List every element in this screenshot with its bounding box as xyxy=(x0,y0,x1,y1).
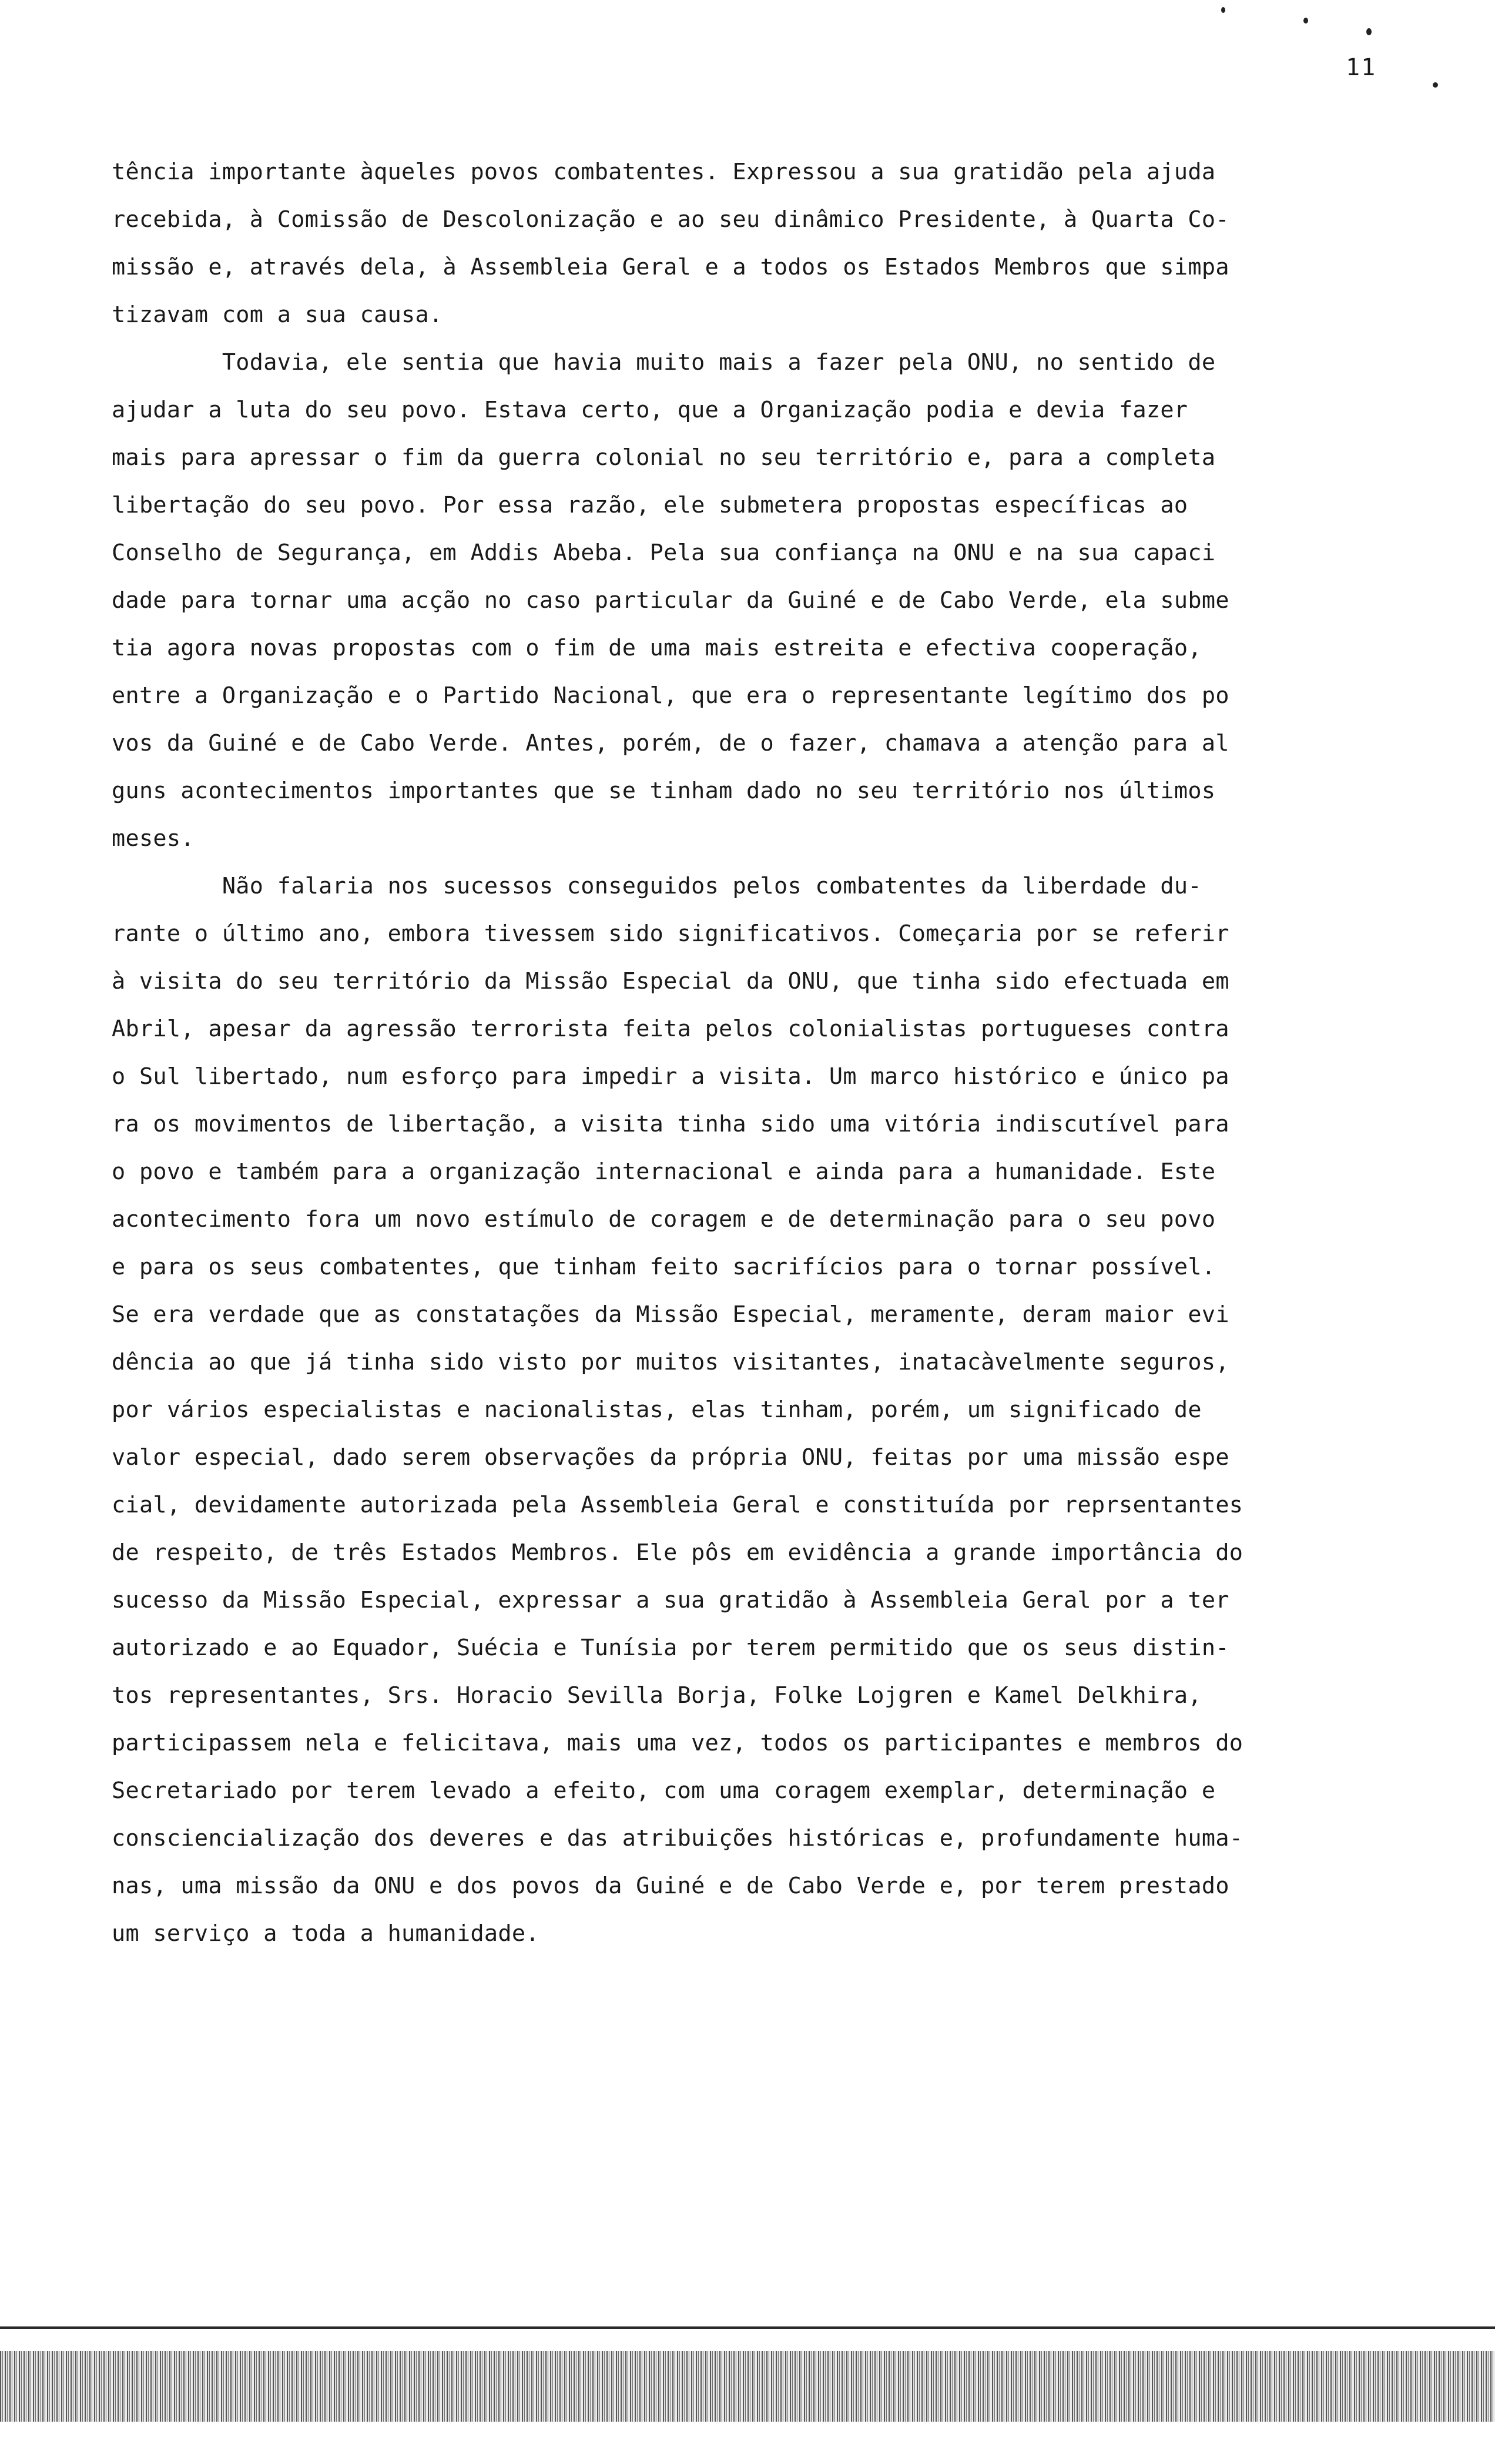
text-line: nas, uma missão da ONU e dos povos da Guiné e de Cabo Verde e, por terem prestado xyxy=(112,1873,1229,1899)
text-line: Todavia, ele sentia que havia muito mais a fazer pela ONU, no sentido de xyxy=(112,349,1216,376)
text-line: Não falaria nos sucessos conseguidos pelos combatentes da liberdade du- xyxy=(112,873,1202,899)
text-line: Conselho de Segurança, em Addis Abeba. Pela sua confiança na ONU e na sua capaci xyxy=(112,540,1216,566)
text-line: libertação do seu povo. Por essa razão, ele submetera propostas específicas ao xyxy=(112,492,1188,518)
text-line: tia agora novas propostas com o fim de uma mais estreita e efectiva cooperação, xyxy=(112,635,1202,661)
text-line: ra os movimentos de libertação, a visita tinha sido uma vitória indiscutível para xyxy=(112,1111,1229,1137)
text-line: valor especial, dado serem observações da própria ONU, feitas por uma missão espe xyxy=(112,1444,1229,1471)
text-line: dade para tornar uma acção no caso particular da Guiné e de Cabo Verde, ela subme xyxy=(112,587,1229,614)
text-line: cial, devidamente autorizada pela Assembleia Geral e constituída por reprsentantes xyxy=(112,1492,1243,1518)
text-line: participassem nela e felicitava, mais uma vez, todos os participantes e membros do xyxy=(112,1730,1243,1756)
text-line: mais para apressar o fim da guerra colonial no seu território e, para a completa xyxy=(112,444,1216,471)
body-text xyxy=(112,148,1405,1957)
text-line: autorizado e ao Equador, Suécia e Tunísia por terem permitido que os seus distin- xyxy=(112,1635,1229,1661)
scan-speck xyxy=(1366,28,1372,35)
text-line: tos representantes, Srs. Horacio Sevilla Borja, Folke Lojgren e Kamel Delkhira, xyxy=(112,1682,1202,1709)
text-line: e para os seus combatentes, que tinham feito sacrifícios para o tornar possível. xyxy=(112,1254,1216,1280)
scan-artifact-line xyxy=(0,2326,1495,2329)
scan-artifact-bar xyxy=(0,2351,1495,2422)
text-line: Abril, apesar da agressão terrorista feita pelos colonialistas portugueses contra xyxy=(112,1016,1229,1042)
text-line: por vários especialistas e nacionalistas, elas tinham, porém, um significado de xyxy=(112,1397,1202,1423)
text-line: tizavam com a sua causa. xyxy=(112,302,443,328)
text-line: de respeito, de três Estados Membros. Ele pôs em evidência a grande importância do xyxy=(112,1539,1243,1566)
text-line: à visita do seu território da Missão Especial da ONU, que tinha sido efectuada em xyxy=(112,968,1229,995)
text-line: o Sul libertado, num esforço para impedir a visita. Um marco histórico e único pa xyxy=(112,1063,1229,1090)
text-line: vos da Guiné e de Cabo Verde. Antes, porém, de o fazer, chamava a atenção para al xyxy=(112,730,1229,756)
page-number: 11 xyxy=(1346,54,1377,81)
text-line: rante o último ano, embora tivessem sido significativos. Começaria por se referir xyxy=(112,920,1229,947)
text-line: meses. xyxy=(112,825,195,852)
text-line: sucesso da Missão Especial, expressar a sua gratidão à Assembleia Geral por a ter xyxy=(112,1587,1229,1613)
text-line: entre a Organização e o Partido Nacional, que era o representante legítimo dos po xyxy=(112,682,1229,709)
text-line: recebida, à Comissão de Descolonização e ao seu dinâmico Presidente, à Quarta Co- xyxy=(112,206,1229,233)
scan-speck xyxy=(1303,18,1308,24)
text-line: dência ao que já tinha sido visto por muitos visitantes, inatacàvelmente seguros, xyxy=(112,1349,1229,1375)
scan-speck xyxy=(1221,7,1225,13)
text-line: o povo e também para a organização internacional e ainda para a humanidade. Este xyxy=(112,1159,1216,1185)
scan-speck xyxy=(1433,82,1438,88)
text-line: Secretariado por terem levado a efeito, com uma coragem exemplar, determinação e xyxy=(112,1777,1216,1804)
text-line: ajudar a luta do seu povo. Estava certo, que a Organização podia e devia fazer xyxy=(112,397,1188,423)
text-line: um serviço a toda a humanidade. xyxy=(112,1920,539,1947)
text-line: acontecimento fora um novo estímulo de coragem e de determinação para o seu povo xyxy=(112,1206,1216,1233)
text-line: Se era verdade que as constatações da Missão Especial, meramente, deram maior evi xyxy=(112,1301,1229,1328)
text-line: tência importante àqueles povos combatentes. Expressou a sua gratidão pela ajuda xyxy=(112,159,1216,185)
text-line: missão e, através dela, à Assembleia Geral e a todos os Estados Membros que simpa xyxy=(112,254,1229,280)
text-line: guns acontecimentos importantes que se tinham dado no seu território nos últimos xyxy=(112,778,1216,804)
text-line: consciencialização dos deveres e das atribuições históricas e, profundamente huma- xyxy=(112,1825,1243,1852)
